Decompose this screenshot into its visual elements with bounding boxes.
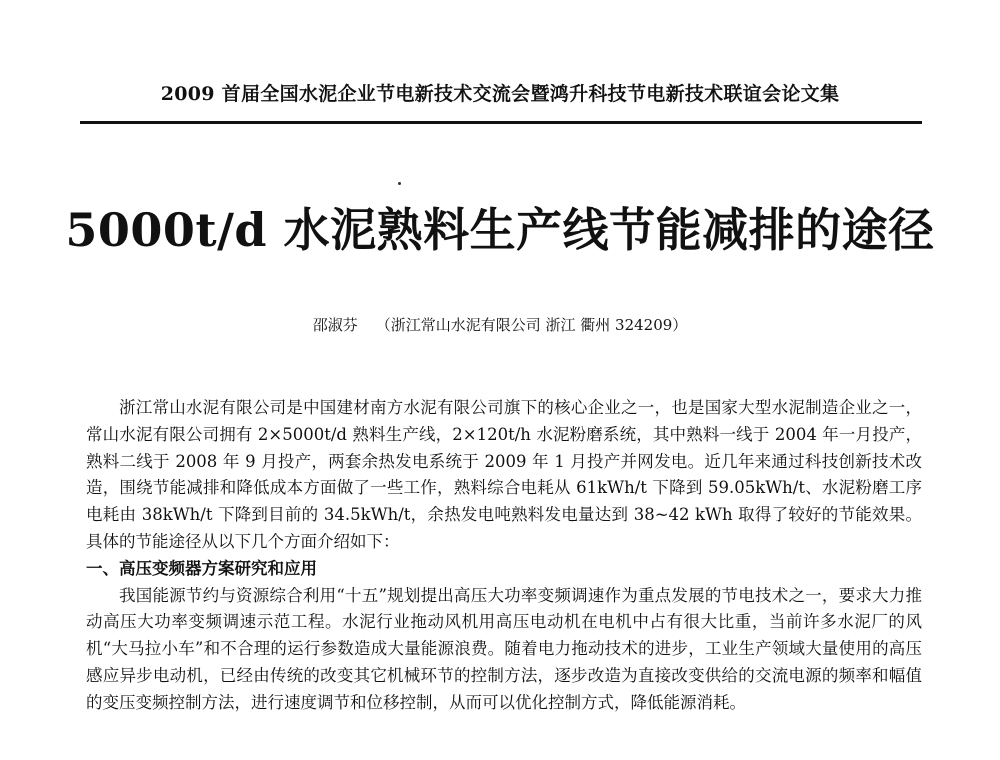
- byline: [200, 314, 800, 335]
- section-heading: 一、高压变频器方案研究和应用: [86, 558, 317, 578]
- article-title: 5000t/d 水泥熟料生产线节能减排的途径: [65, 203, 935, 257]
- speck: [398, 182, 401, 185]
- article-body: [86, 395, 922, 717]
- intro-paragraph: 浙江常山水泥有限公司是中国建材南方水泥有限公司旗下的核心企业之一，也是国家大型水泥制造企业之一，常山水泥有限公司拥有 2×5000t/d 熟料生产线，2×120t/h 水泥粉磨系统，其中熟料一线于 2004 年一月投产，熟料二线于 2008 年 9 月投产，两套余热发电系统于 2009 年 1 月投产并网发电。近几年来通过科技创新技术改造，围绕节能减排和降低成本方面做了一些工作，熟料综合电耗从 61kWh/t 下降到 59.05kWh/t、水泥粉磨工序电耗由 38kWh/t 下降到目前的 34.5kWh/t，余热发电吨熟料发电量达到 38~42 kWh 取得了较好的节能效果。具体的节能途径从以下几个方面介绍如下：: [86, 398, 922, 551]
- author-affiliation: （浙江常山水泥有限公司 浙江 衢州 324209）: [375, 316, 688, 334]
- section-paragraph: 我国能源节约与资源综合利用“十五”规划提出高压大功率变频调速作为重点发展的节电技术之一，要求大力推动高压大功率变频调速示范工程。水泥行业拖动风机用高压电动机在电机中占有很大比重，当前许多水泥厂的风机“大马拉小车”和不合理的运行参数造成大量能源浪费。随着电力拖动技术的进步，工业生产领域大量使用的高压感应异步电动机，已经由传统的改变其它机械环节的控制方法，逐步改造为直接改变供给的交流电源的频率和幅值的变压变频控制方法，进行速度调节和位移控制，从而可以优化控制方式，降低能源消耗。: [86, 585, 922, 712]
- running-header: 2009 首届全国水泥企业节电新技术交流会暨鸿升科技节电新技术联谊会论文集: [160, 83, 840, 105]
- author-name: 邵淑芬: [312, 316, 358, 334]
- header-rule: [80, 121, 922, 124]
